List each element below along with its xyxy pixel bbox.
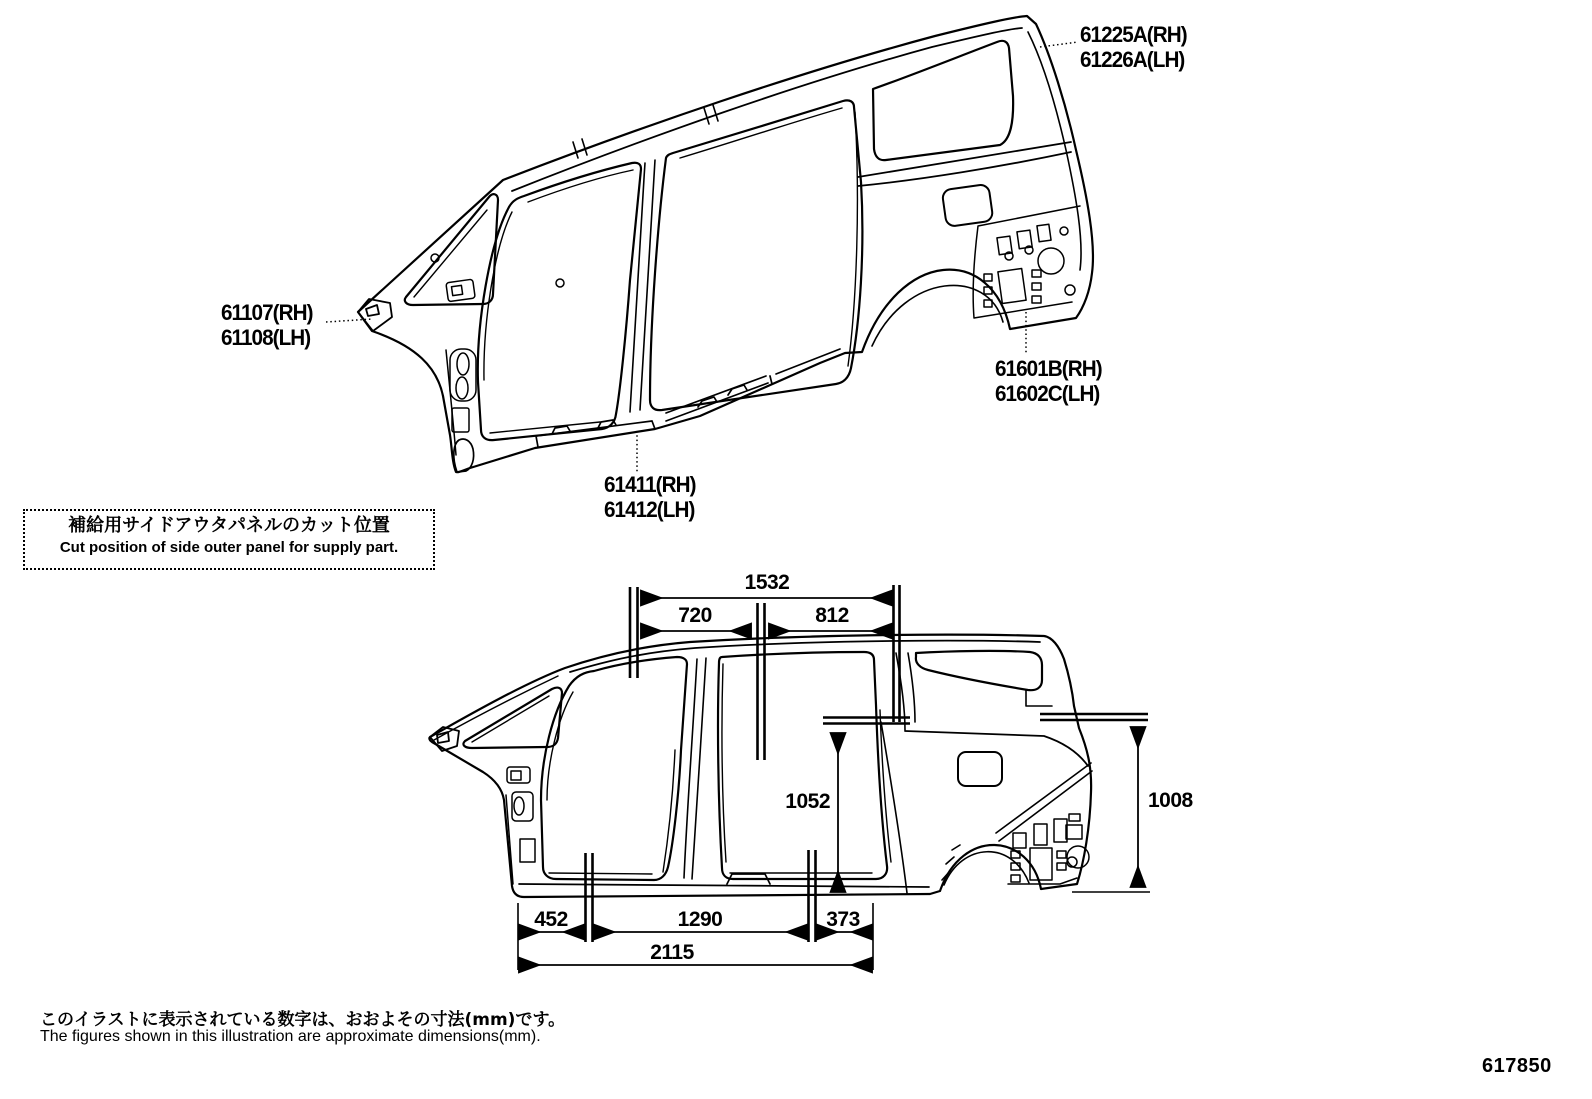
part-number: 61225A(RH) [1080,22,1187,47]
rocker-panel-top [454,349,840,472]
part-number: 61107(RH) [221,300,313,325]
cut-line-belt-front [823,718,910,724]
roof-inner-bottom [570,641,1040,672]
rear-pillar-inner-top [1028,32,1081,270]
mirror-base-top [358,299,392,331]
sliding-door-opening-bottom [718,652,887,879]
part-number: 61226A(LH) [1080,47,1185,72]
dim-rear-height: 1008 [1148,789,1193,812]
front-quarter-window-flange-bottom [472,696,549,742]
dim-top-rear: 812 [815,604,849,627]
dim-bottom-mid: 1290 [677,908,723,931]
body-side-outline-bottom [429,635,1091,897]
cut-line-belt-rear [1040,714,1148,720]
cut-lines [586,585,1149,942]
dim-top-overall: 1532 [744,571,790,594]
fuel-lid-bottom [958,752,1002,786]
cut-line-roof-front [630,587,638,678]
sliding-door-flange-bottom [722,664,891,873]
dim-bottom-rear: 373 [826,908,860,931]
approx-note-japanese: このイラストに表示されている数字は、おおよその寸法(mm)です。 [40,1010,566,1030]
front-door-flange-bottom [547,692,675,874]
part-label-front-pillar [221,300,313,350]
approx-note-english: The figures shown in this illustration are approximate dimensions(mm). [40,1028,541,1045]
dim-mid-height: 1052 [785,790,830,813]
cut-note-japanese: 補給用サイドアウタパネルのカット位置 [68,515,390,536]
cut-note-english: Cut position of side outer panel for supply part. [59,539,399,556]
body-side-outline-top [358,16,1093,472]
part-number: 61108(LH) [221,325,311,350]
part-number: 61412(LH) [604,497,695,522]
part-label-rocker [604,472,696,522]
cut-line-roof-mid [758,603,765,760]
belt-line-bottom [905,731,1088,766]
part-number: 61602C(LH) [995,381,1100,406]
quarter-creases-bottom [996,763,1092,841]
fuel-lid-top [942,184,994,227]
quarter-window-bottom [916,651,1042,690]
front-quarter-window-flange-top [414,210,487,297]
cut-position-note-box [23,509,435,570]
sliding-door-flange-top [680,108,857,366]
rear-panel-details-top [973,206,1080,318]
part-label-quarter-rear [995,356,1102,406]
extension-lines [518,892,1150,970]
cowl-side-details-top [431,254,564,455]
mirror-base-bottom [430,727,459,751]
figure-number: 617850 [1482,1055,1552,1077]
quarter-window-top [873,41,1013,160]
b-pillar-lines-bottom [684,658,706,879]
part-number: 61411(RH) [604,472,696,497]
dim-bottom-front: 452 [534,908,568,931]
part-label-roof-rail [1080,22,1187,72]
dim-bottom-overall: 2115 [650,941,694,964]
front-door-opening-bottom [541,657,687,880]
wheel-arch-flange-top [872,285,1003,346]
front-door-flange-top [484,170,633,433]
roof-rail-inner-top [512,28,1022,191]
dimension-view-drawing [429,635,1092,897]
sliding-door-opening-top [650,100,862,410]
top-view-drawing [358,16,1093,472]
dim-top-front: 720 [678,604,712,627]
roof-rail-joints-top [573,105,718,158]
a-pillar-inner-bottom [434,676,558,740]
front-door-opening-top [478,163,641,440]
part-number: 61601B(RH) [995,356,1102,381]
